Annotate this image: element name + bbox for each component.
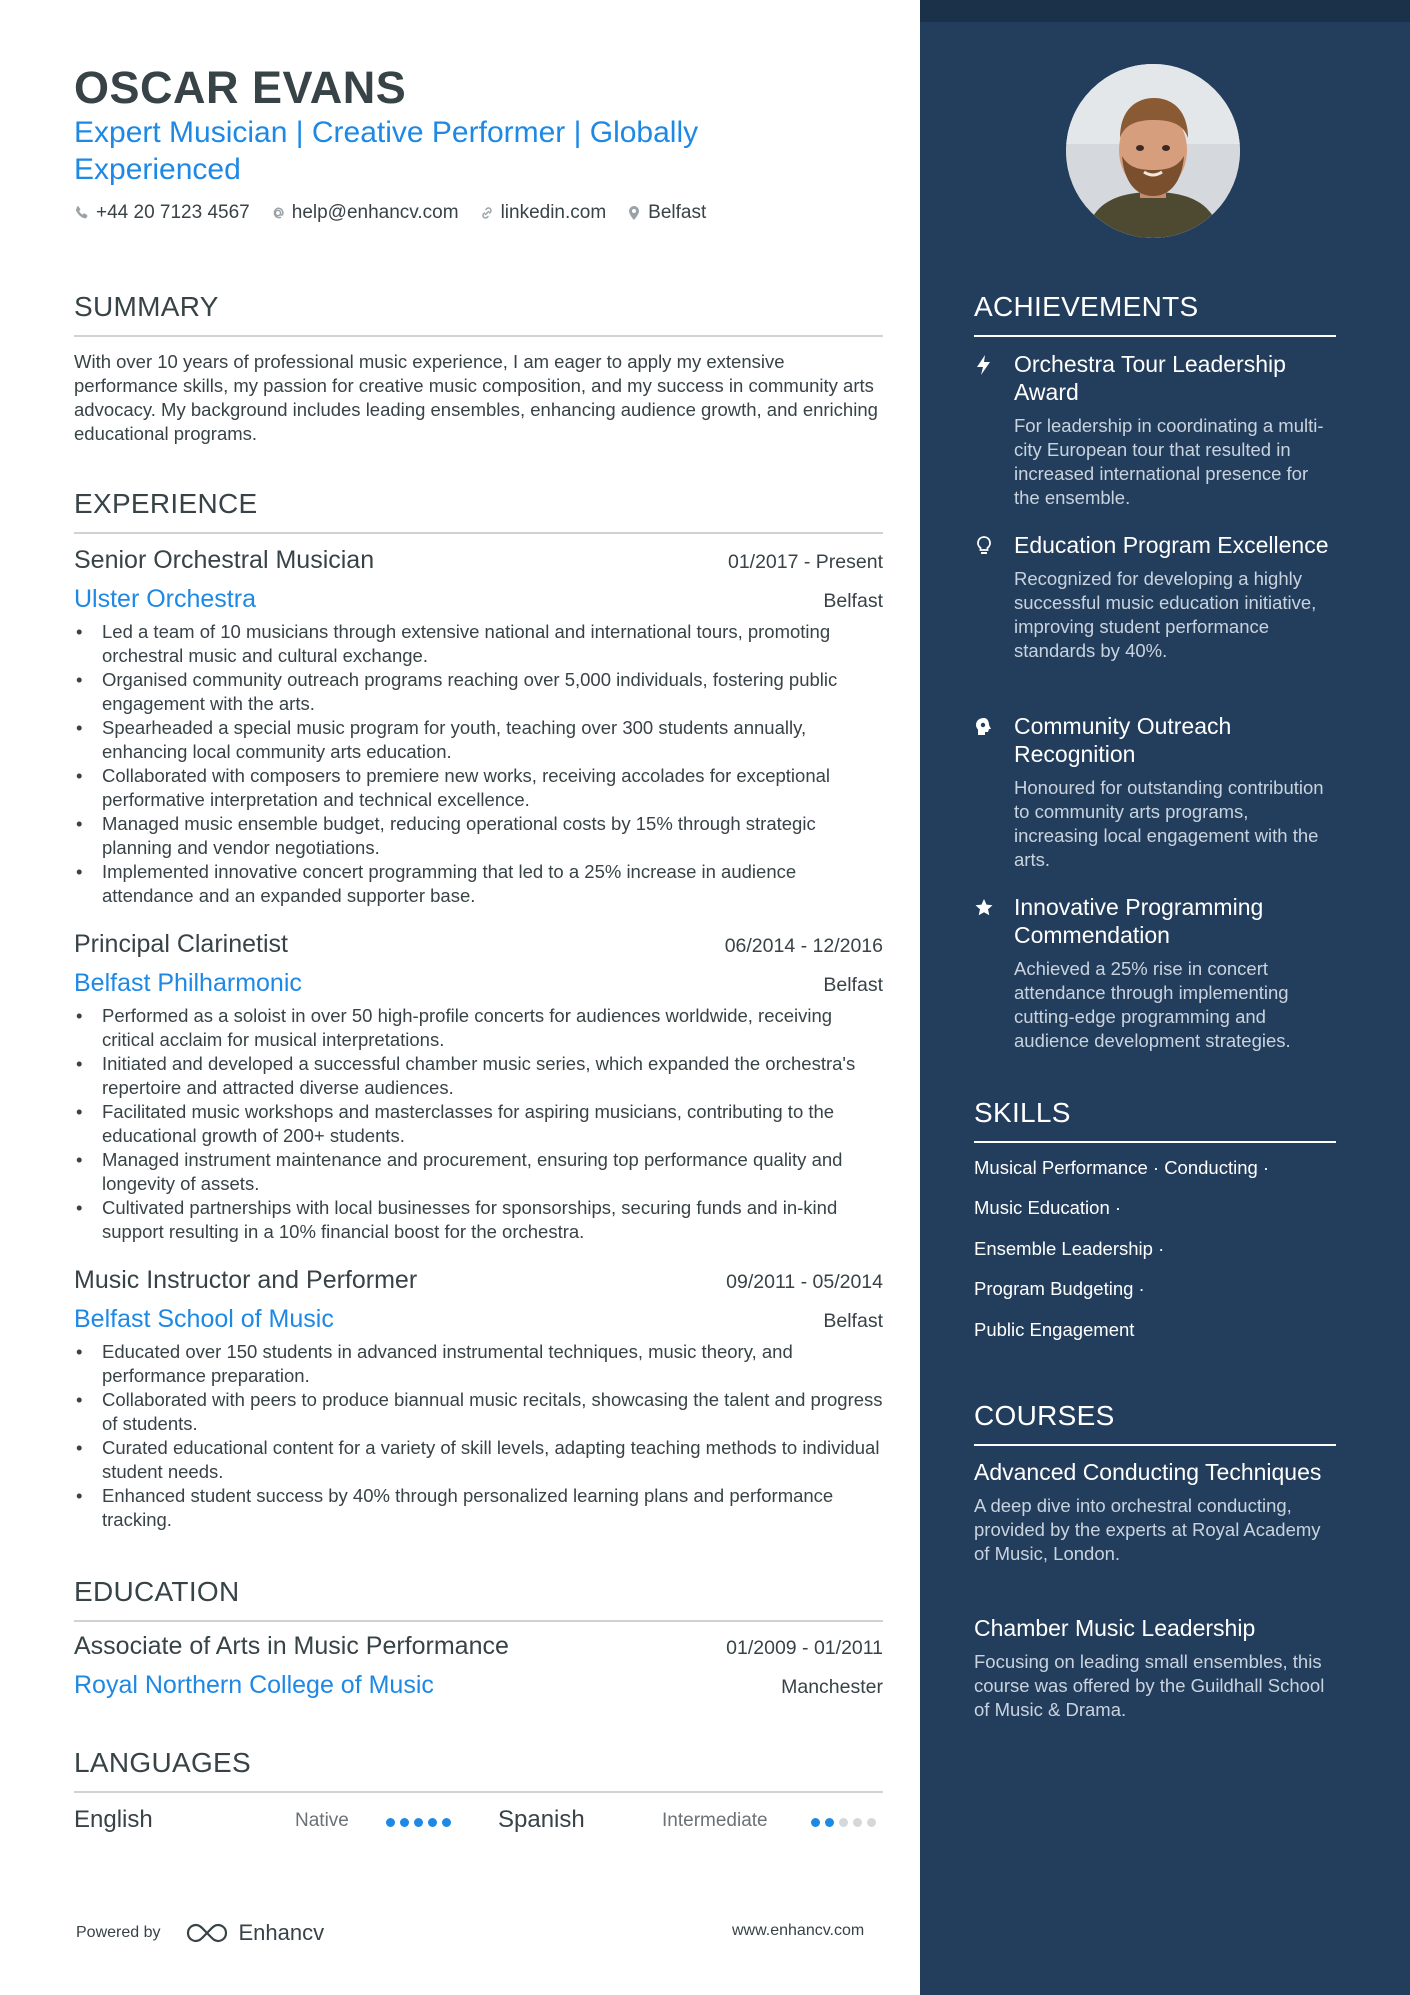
proficiency-dot-filled — [414, 1818, 423, 1827]
achievement-description: Achieved a 25% rise in concert attendance through implementing cutting-edge programming and audience development strategies. — [1014, 958, 1291, 1051]
phone-icon — [74, 205, 90, 221]
bullet-item: • Collaborated with composers to premiere new works, receiving accolades for exceptional performative interpretation and technical excellence. — [74, 764, 883, 812]
course-title: Chamber Music Leadership — [974, 1615, 1256, 1641]
avatar — [1066, 64, 1240, 238]
email-text: help@enhancv.com — [291, 202, 459, 223]
education-entry — [74, 1632, 883, 1700]
courses-heading: COURSES — [974, 1400, 1336, 1446]
bullet-item: • Performed as a soloist in over 50 high-profile concerts for audiences worldwide, receiving critical acclaim for musical interpretations. — [74, 1004, 883, 1052]
footer-brand — [76, 1920, 324, 1946]
powered-by-label: Powered by — [76, 1924, 161, 1941]
job-company: Ulster Orchestra — [74, 585, 256, 613]
bullet-item: • Managed instrument maintenance and procurement, ensuring top performance quality and longevity of assets. — [74, 1148, 883, 1196]
bullet-item: • Cultivated partnerships with local businesses for sponsorships, securing funds and in-kind support resulting in a 10% financial boost for the orchestra. — [74, 1196, 883, 1244]
bullet-item: • Implemented innovative concert programming that led to a 25% increase in audience attendance and an expanded supporter base. — [74, 860, 883, 908]
link-icon — [479, 205, 495, 221]
bullet-item: • Led a team of 10 musicians through extensive national and international tours, promoting orchestral music and cultural exchange. — [74, 620, 883, 668]
job-dates: 09/2011 - 05/2014 — [726, 1271, 883, 1293]
skill-line: Musical Performance · Conducting · — [974, 1157, 1270, 1178]
job-bullets — [74, 1004, 883, 1244]
achievement-title: Education Program Excellence — [1014, 532, 1329, 558]
job-entry — [74, 1266, 883, 1532]
profile-photo — [1066, 64, 1240, 238]
brain-icon — [974, 716, 994, 738]
contact-phone[interactable] — [74, 202, 250, 224]
linkedin-text: linkedin.com — [500, 202, 607, 223]
skill-line: Program Budgeting · — [974, 1278, 1145, 1299]
achievement-description: For leadership in coordinating a multi-city European tour that resulted in increased international presence for the ensemble. — [1014, 415, 1324, 508]
degree-title: Associate of Arts in Music Performance — [74, 1632, 509, 1660]
job-entry — [74, 546, 883, 908]
bullet-item: • Collaborated with peers to produce biannual music recitals, showcasing the talent and progress of students. — [74, 1388, 883, 1436]
achievement-description: Honoured for outstanding contribution to community arts programs, increasing local engagement with the arts. — [1014, 777, 1324, 870]
proficiency-dot-filled — [442, 1818, 451, 1827]
achievement-item — [974, 712, 1336, 872]
phone-text: +44 20 7123 4567 — [96, 202, 250, 223]
achievement-description: Recognized for developing a highly successful music education initiative, improving student performance standards by 40%. — [1014, 568, 1317, 661]
contact-email[interactable] — [270, 202, 459, 224]
school-location: Manchester — [781, 1676, 883, 1698]
proficiency-dots — [811, 1818, 876, 1827]
job-title: Music Instructor and Performer — [74, 1266, 418, 1294]
job-bullets — [74, 620, 883, 908]
contact-linkedin[interactable] — [479, 202, 607, 224]
education-heading: EDUCATION — [74, 1576, 883, 1622]
location-text: Belfast — [648, 202, 707, 223]
proficiency-dot-filled — [428, 1818, 437, 1827]
bullet-item: • Spearheaded a special music program for youth, teaching over 300 students annually, enhancing local community arts education. — [74, 716, 883, 764]
job-company: Belfast School of Music — [74, 1305, 334, 1333]
languages-list — [74, 1806, 883, 1836]
achievement-item — [974, 531, 1336, 663]
proficiency-dot-filled — [386, 1818, 395, 1827]
location-pin-icon — [626, 205, 642, 221]
job-dates: 01/2017 - Present — [727, 551, 883, 573]
language-level: Native — [295, 1810, 349, 1831]
language-name: Spanish — [498, 1806, 585, 1833]
star-icon — [974, 897, 994, 919]
bullet-item: • Facilitated music workshops and masterclasses for aspiring musicians, contributing to the educational growth of 200+ students. — [74, 1100, 883, 1148]
skill-line: Public Engagement — [974, 1319, 1135, 1340]
language-level: Intermediate — [662, 1810, 768, 1831]
bullet-item: • Managed music ensemble budget, reducing operational costs by 15% through strategic planning and vendor negotiations. — [74, 812, 883, 860]
contact-location — [626, 202, 706, 224]
achievement-title: Innovative Programming Commendation — [1014, 894, 1264, 948]
bullet-item: • Educated over 150 students in advanced instrumental techniques, music theory, and performance preparation. — [74, 1340, 883, 1388]
summary-heading: SUMMARY — [74, 291, 883, 337]
bullet-item: • Curated educational content for a variety of skill levels, adapting teaching methods to individual student needs. — [74, 1436, 883, 1484]
tagline: Expert Musician | Creative Performer | Globally Experienced — [74, 116, 699, 186]
course-description: Focusing on leading small ensembles, this course was offered by the Guildhall School of Music & Drama. — [974, 1651, 1325, 1720]
job-title: Principal Clarinetist — [74, 930, 288, 958]
proficiency-dot-empty — [839, 1818, 848, 1827]
proficiency-dot-empty — [853, 1818, 862, 1827]
skill-line: Music Education · — [974, 1197, 1122, 1218]
job-location: Belfast — [823, 974, 883, 996]
job-company: Belfast Philharmonic — [74, 969, 302, 997]
bolt-icon — [974, 354, 994, 376]
lightbulb-icon — [974, 535, 994, 557]
job-dates: 06/2014 - 12/2016 — [724, 935, 883, 957]
enhancv-logo-icon — [185, 1921, 231, 1945]
proficiency-dot-empty — [867, 1818, 876, 1827]
language-name: English — [74, 1806, 153, 1833]
experience-heading: EXPERIENCE — [74, 488, 883, 534]
job-title: Senior Orchestral Musician — [74, 546, 375, 574]
languages-heading: LANGUAGES — [74, 1747, 883, 1793]
achievement-item — [974, 893, 1336, 1053]
skill-line: Ensemble Leadership · — [974, 1238, 1165, 1259]
summary-text: With over 10 years of professional music experience, I am eager to apply my extensive performance skills, my passion for creative music composition, and my success in community arts advocacy. My background includes leading ensembles, enhancing audience growth, and enriching educational programs. — [74, 351, 878, 444]
sidebar-top-band — [920, 0, 1410, 22]
course-title: Advanced Conducting Techniques — [974, 1459, 1322, 1485]
school-name: Royal Northern College of Music — [74, 1671, 434, 1699]
course-item — [974, 1458, 1336, 1566]
job-entry — [74, 930, 883, 1244]
achievement-item — [974, 350, 1336, 510]
bullet-item: • Initiated and developed a successful chamber music series, which expanded the orchestra's repertoire and attracted diverse audiences. — [74, 1052, 883, 1100]
bullet-item: • Enhanced student success by 40% through personalized learning plans and performance tracking. — [74, 1484, 883, 1532]
proficiency-dots — [386, 1818, 451, 1827]
proficiency-dot-filled — [825, 1818, 834, 1827]
contact-bar — [74, 202, 706, 224]
skills-heading: SKILLS — [974, 1097, 1336, 1143]
achievements-heading: ACHIEVEMENTS — [974, 291, 1336, 337]
bullet-item: • Organised community outreach programs reaching over 5,000 individuals, fostering public engagement with the arts. — [74, 668, 883, 716]
proficiency-dot-filled — [400, 1818, 409, 1827]
job-bullets — [74, 1340, 883, 1532]
achievement-title: Orchestra Tour Leadership Award — [1014, 351, 1286, 405]
proficiency-dot-filled — [811, 1818, 820, 1827]
enhancv-logo[interactable] — [185, 1920, 325, 1946]
candidate-name: OSCAR EVANS — [74, 62, 407, 113]
job-location: Belfast — [823, 590, 883, 612]
footer-website[interactable]: www.enhancv.com — [732, 1922, 865, 1939]
job-location: Belfast — [823, 1310, 883, 1332]
at-icon — [270, 205, 286, 221]
brand-name: Enhancv — [238, 1920, 325, 1945]
education-dates: 01/2009 - 01/2011 — [726, 1637, 883, 1659]
course-description: A deep dive into orchestral conducting, provided by the experts at Royal Academy of Music, London. — [974, 1495, 1321, 1564]
achievement-title: Community Outreach Recognition — [1014, 713, 1232, 767]
course-item — [974, 1614, 1336, 1722]
